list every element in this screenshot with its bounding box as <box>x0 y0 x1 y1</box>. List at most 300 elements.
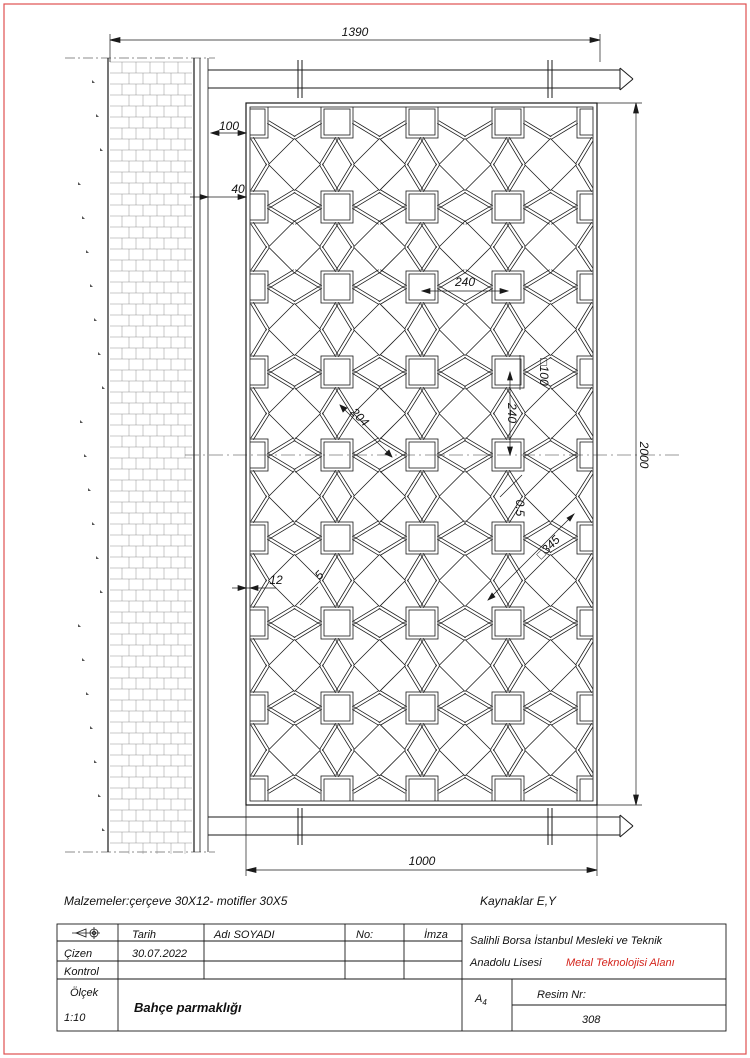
motif-bar <box>509 330 525 357</box>
motif-bar <box>294 121 321 137</box>
motif-bar <box>551 750 577 776</box>
motif-bar <box>253 751 269 777</box>
motif-bar <box>354 724 380 750</box>
motif-bar <box>464 357 491 373</box>
motif-square <box>492 356 524 388</box>
motif-bar <box>253 666 269 693</box>
motif-bar <box>525 414 551 440</box>
motif-bar <box>507 472 523 498</box>
motif-bar <box>423 165 439 192</box>
motif-bar <box>525 440 552 456</box>
motif-bar <box>269 192 296 208</box>
motif-bar <box>405 165 421 192</box>
motif-bar <box>423 222 439 246</box>
motif-bar <box>295 775 322 791</box>
scale-label: Ölçek <box>70 987 99 999</box>
motif-bar <box>465 471 491 497</box>
motif-bar <box>525 693 552 709</box>
motif-bar <box>269 206 296 222</box>
motif-bar <box>253 414 269 440</box>
gate-frame <box>246 103 597 805</box>
motif-bar <box>551 330 577 356</box>
motif-bar <box>269 666 295 692</box>
motif-bar <box>493 472 509 498</box>
motif-bar <box>525 388 551 414</box>
motif-square <box>492 776 524 808</box>
motif-bar <box>465 666 491 692</box>
motif-bar <box>523 521 550 537</box>
motif-bar <box>466 123 493 139</box>
motif-bar <box>322 580 338 607</box>
motif-bar <box>407 164 423 191</box>
motif-bar <box>509 165 525 192</box>
motif-bar <box>423 666 439 693</box>
motif-bar <box>379 357 406 373</box>
motif-bar <box>338 248 354 272</box>
motif-bar <box>576 497 592 523</box>
motif-bar <box>294 537 321 553</box>
motif-bar <box>550 286 577 302</box>
motif-bar <box>295 497 321 523</box>
motif-bar <box>322 472 338 498</box>
motif-bar <box>322 329 338 356</box>
motif-bar <box>405 330 421 357</box>
motif-bar <box>253 330 269 357</box>
motif-bar <box>354 371 381 387</box>
motif-square <box>406 607 438 639</box>
dim-square-spacing: 240 <box>454 275 476 289</box>
motif-bar <box>578 665 594 692</box>
motif-bar <box>466 355 493 371</box>
hatch-mark <box>96 114 99 117</box>
motif-bar <box>251 665 267 692</box>
motif-square-inner <box>409 194 435 220</box>
motif-bar <box>439 622 466 638</box>
motif-bar <box>439 750 465 776</box>
motif-bar <box>253 248 269 272</box>
motif-bar <box>550 206 577 222</box>
motif-bar <box>336 139 352 166</box>
motif-bar <box>295 165 321 191</box>
motif-bar <box>269 357 296 373</box>
motif-bar <box>578 496 594 522</box>
motif-bar <box>464 777 491 793</box>
motif-bar <box>576 470 592 496</box>
hatch-mark <box>90 284 93 287</box>
motif-bar <box>269 414 295 440</box>
motif-bar <box>525 304 551 330</box>
motif-bar <box>493 640 509 667</box>
motif-square <box>492 522 524 554</box>
motif-square <box>236 607 268 639</box>
motif-bar <box>421 224 437 248</box>
paper-size-letter: A <box>475 993 483 1005</box>
motif-bar <box>437 208 464 224</box>
motif-bar <box>251 246 267 270</box>
motif-bar <box>421 472 437 498</box>
motif-bar <box>380 355 407 371</box>
motif-bar <box>407 749 423 775</box>
motif-bar <box>421 665 437 692</box>
motif-bar <box>525 247 551 273</box>
motif-bar <box>551 709 578 725</box>
motif-bar <box>354 221 380 247</box>
motif-square-inner <box>324 109 350 135</box>
motif-bar <box>380 165 406 191</box>
motif-bar <box>267 288 294 304</box>
motif-bar <box>295 247 321 273</box>
row-check: Kontrol <box>64 966 99 978</box>
motif-bar <box>551 666 577 692</box>
motif-bar <box>269 221 295 247</box>
motif-bar <box>294 693 321 709</box>
motif-bar <box>491 165 507 192</box>
motif-bar <box>405 553 421 580</box>
motif-bar <box>551 581 577 607</box>
scale-value: 1:10 <box>64 1012 86 1024</box>
motif-bar <box>466 438 493 454</box>
motif-bar <box>578 139 594 166</box>
motif-bar <box>354 286 381 302</box>
motif-bar <box>493 665 509 692</box>
motif-bar <box>576 553 592 580</box>
motif-bar <box>251 472 267 498</box>
motif-bar <box>354 330 380 356</box>
motif-bar <box>464 693 491 709</box>
motif-bar <box>423 137 439 164</box>
motif-bar <box>578 749 594 775</box>
motif-bar <box>525 471 551 497</box>
motif-bar <box>354 440 381 456</box>
motif-bar <box>269 440 296 456</box>
motif-bar <box>464 371 491 387</box>
motif-bar <box>465 640 491 666</box>
motif-bar <box>551 456 578 472</box>
motif-square-inner <box>239 610 265 636</box>
motif-bar <box>466 190 493 206</box>
motif-bar <box>523 123 550 139</box>
motif-bar <box>352 691 379 707</box>
motif-bar <box>507 580 523 607</box>
motif-square <box>321 106 353 138</box>
motif-bar <box>379 523 406 539</box>
motif-bar <box>354 206 381 222</box>
motif-square <box>406 776 438 808</box>
motif-bar <box>551 497 577 523</box>
motif-bar <box>464 440 491 456</box>
motif-bar <box>338 723 354 749</box>
motif-square-inner <box>409 359 435 385</box>
motif-bar <box>550 371 577 387</box>
motif-square-inner <box>409 274 435 300</box>
motif-bar <box>509 553 525 580</box>
dim-gate-width: 1000 <box>408 854 436 868</box>
motif-bar <box>294 272 321 288</box>
octagon-square-motif <box>236 106 609 808</box>
motif-square <box>236 356 268 388</box>
motif-bar <box>421 246 437 270</box>
motif-bar <box>439 471 465 497</box>
motif-bar <box>294 608 321 624</box>
motif-bar <box>336 164 352 191</box>
motif-bar <box>295 270 322 286</box>
motif-bar <box>421 139 437 166</box>
motif-bar <box>338 302 354 329</box>
motif-bar <box>523 691 550 707</box>
motif-bar <box>551 471 577 497</box>
motif-bar <box>253 723 269 749</box>
motif-square <box>321 271 353 303</box>
motif-bar <box>352 606 379 622</box>
motif-bar <box>379 537 406 553</box>
motif-bar <box>320 638 336 665</box>
motif-bar <box>423 414 439 440</box>
motif-bar <box>507 139 523 166</box>
motif-bar <box>295 221 321 247</box>
motif-bar <box>354 608 381 624</box>
motif-bar <box>421 496 437 522</box>
motif-bar <box>578 413 594 439</box>
motif-square-inner <box>495 274 521 300</box>
motif-bar <box>269 371 296 387</box>
motif-bar <box>578 246 594 270</box>
motif-bar <box>251 139 267 166</box>
motif-bar <box>525 206 552 222</box>
hatch-mark <box>82 658 85 661</box>
motif-bar <box>509 638 525 665</box>
motif-bar <box>380 709 407 725</box>
motif-bar <box>491 638 507 665</box>
motif-bar <box>493 496 509 522</box>
motif-bar <box>352 521 379 537</box>
motif-bar <box>491 553 507 580</box>
motif-bar <box>253 222 269 246</box>
motif-bar <box>322 246 338 270</box>
motif-bar <box>493 555 509 582</box>
motif-bar <box>352 456 379 472</box>
motif-bar <box>523 606 550 622</box>
motif-square <box>492 607 524 639</box>
motif-bar <box>551 139 577 165</box>
motif-bar <box>379 707 406 723</box>
motif-square <box>492 692 524 724</box>
motif-bar <box>380 539 407 555</box>
motif-bar <box>295 666 321 692</box>
motif-bar <box>380 624 407 640</box>
motif-bar <box>439 440 466 456</box>
dim-height: 2000 <box>637 441 651 469</box>
motif-bar <box>380 750 406 776</box>
motif-bar <box>354 622 381 638</box>
motif-bar <box>295 640 321 666</box>
motif-bar <box>491 222 507 246</box>
motif-bar <box>523 208 550 224</box>
projection-symbol-icon <box>72 927 100 939</box>
motif-bar <box>320 302 336 329</box>
motif-bar <box>379 440 406 456</box>
motif-bar <box>380 724 406 750</box>
motif-bar <box>551 165 577 191</box>
motif-bar <box>294 622 321 638</box>
motif-bar <box>295 373 322 389</box>
motif-bar <box>380 691 407 707</box>
motif-bar <box>550 777 577 793</box>
motif-bar <box>551 208 578 224</box>
motif-bar <box>576 581 592 608</box>
motif-bar <box>439 414 465 440</box>
motif-bar <box>578 580 594 607</box>
motif-bar <box>421 304 437 331</box>
motif-bar <box>354 581 380 607</box>
motif-bar <box>320 723 336 749</box>
dim-bar-width: 12 <box>269 573 283 587</box>
motif-bar <box>405 723 421 749</box>
motif-bar <box>354 693 381 709</box>
motif-bar <box>295 438 322 454</box>
motif-bar <box>294 454 321 470</box>
motif-bar <box>551 624 578 640</box>
motif-bar <box>423 553 439 580</box>
motif-bar <box>379 121 406 137</box>
motif-bar <box>294 371 321 387</box>
col-sign: İmza <box>424 929 448 941</box>
motif-bar <box>269 121 296 137</box>
motif-bar <box>354 165 380 191</box>
motif-bar <box>407 555 423 582</box>
motif-bar <box>269 165 295 191</box>
motif-bar <box>253 165 269 192</box>
dim-offset: 0.5 <box>513 499 527 517</box>
motif-square <box>321 776 353 808</box>
motif-bar <box>352 539 379 555</box>
motif-bar <box>336 725 352 751</box>
col-no: No: <box>356 929 374 941</box>
motif-bar <box>491 666 507 693</box>
motif-bar <box>322 139 338 166</box>
motif-bar <box>491 387 507 413</box>
motif-bar <box>379 777 406 793</box>
top-rail <box>208 60 633 98</box>
motif-bar <box>269 471 295 497</box>
motif-bar <box>464 608 491 624</box>
motif-bar <box>525 454 552 470</box>
motif-square-inner <box>239 525 265 551</box>
hatch-mark <box>100 590 103 593</box>
motif-bar <box>322 164 338 191</box>
motif-bar <box>491 751 507 777</box>
motif-bar <box>338 330 354 357</box>
motif-bar <box>269 537 296 553</box>
motif-bar <box>576 638 592 665</box>
motif-bar <box>437 521 464 537</box>
motif-bar <box>352 709 379 725</box>
motif-bar <box>352 123 379 139</box>
motif-bar <box>336 304 352 331</box>
motif-bar <box>466 539 493 555</box>
motif-bar <box>550 622 577 638</box>
motif-bar <box>464 707 491 723</box>
motif-bar <box>295 288 322 304</box>
motif-bar <box>578 164 594 191</box>
motif-bar <box>421 389 437 415</box>
motif-bar <box>354 454 381 470</box>
motif-bar <box>550 454 577 470</box>
motif-bar <box>267 190 294 206</box>
department-name: Metal Teknolojisi Alanı <box>566 957 675 969</box>
motif-bar <box>354 247 380 273</box>
motif-bar <box>407 246 423 270</box>
drawing-no-label: Resim Nr: <box>537 989 586 1001</box>
motif-bar <box>322 749 338 775</box>
motif-bar <box>295 624 322 640</box>
motif-bar <box>421 725 437 751</box>
motif-bar <box>269 523 296 539</box>
motif-square-inner <box>495 695 521 721</box>
motif-bar <box>437 775 464 791</box>
motif-bar <box>380 270 407 286</box>
motif-bar <box>464 192 491 208</box>
row-drawn: Çizen <box>64 948 93 960</box>
motif-bar <box>407 496 423 522</box>
motif-bar <box>437 606 464 622</box>
motif-bar <box>578 725 594 751</box>
motif-bar <box>269 247 295 273</box>
motif-bar <box>439 165 465 191</box>
motif-bar <box>507 749 523 775</box>
hatch-mark <box>90 726 93 729</box>
motif-bar <box>407 139 423 166</box>
motif-bar <box>576 387 592 413</box>
motif-bar <box>576 165 592 192</box>
motif-bar <box>320 497 336 523</box>
motif-bar <box>551 724 577 750</box>
hatch-mark <box>100 148 103 151</box>
motif-bar <box>405 751 421 777</box>
motif-bar <box>379 206 406 222</box>
motif-bar <box>354 666 380 692</box>
motif-bar <box>509 248 525 272</box>
motif-bar <box>525 192 552 208</box>
motif-bar <box>338 751 354 777</box>
col-name: Adı SOYADI <box>214 929 275 941</box>
motif-bar <box>550 121 577 137</box>
motif-bar <box>336 555 352 582</box>
motif-bar <box>380 288 407 304</box>
motif-bar <box>439 388 465 414</box>
motif-bar <box>578 640 594 667</box>
motif-bar <box>491 470 507 496</box>
motif-bar <box>466 208 493 224</box>
motif-bar <box>380 414 406 440</box>
motif-bar <box>338 222 354 246</box>
motif-bar <box>493 580 509 607</box>
motif-bar <box>338 137 354 164</box>
motif-bar <box>576 723 592 749</box>
motif-bar <box>439 139 465 165</box>
motif-bar <box>439 555 465 581</box>
hatch-mark <box>84 454 87 457</box>
motif-bar <box>405 414 421 440</box>
motif-bar <box>465 165 491 191</box>
motif-bar <box>439 192 466 208</box>
motif-bar <box>423 751 439 777</box>
motif-bar <box>525 777 552 793</box>
motif-bar <box>423 470 439 496</box>
motif-bar <box>336 749 352 775</box>
motif-bar <box>269 272 296 288</box>
motif-bar <box>295 304 321 330</box>
dim-diagonal-square: □345 <box>533 532 563 562</box>
